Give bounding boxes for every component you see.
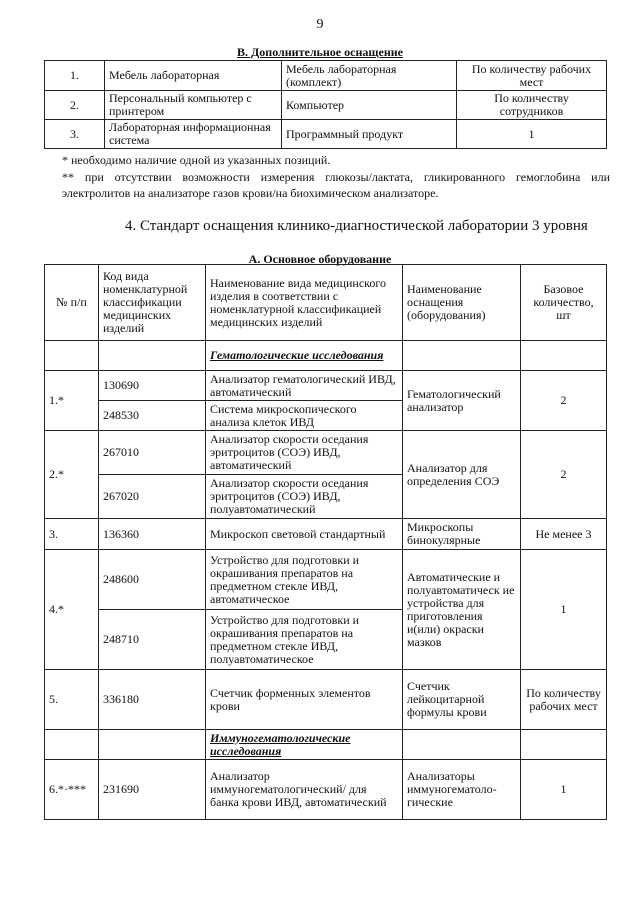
additional-equipment-table	[44, 60, 607, 149]
device-name-cell: Анализатор гематологический ИВД, автоматический	[206, 371, 403, 401]
table-row	[45, 760, 607, 820]
header-equipment: Наименование оснащения (оборудования)	[403, 265, 521, 341]
footnote-one-star: * необходимо наличие одной из указанных позиций.	[62, 153, 331, 167]
header-quantity: Базовое количество, шт	[521, 265, 607, 341]
code-cell: 336180	[99, 670, 206, 730]
group-row	[45, 730, 607, 760]
quantity: По количеству сотрудников	[457, 91, 607, 120]
code-cell: 267010	[99, 431, 206, 475]
header-number: № п/п	[45, 265, 99, 341]
header-device-name: Наименование вида медицинского изделия в соответствии с номенклатурной классификацией медицинских изделий	[206, 265, 403, 341]
equipment-cell: Микроскопы бинокулярные	[403, 519, 521, 550]
main-equipment-table	[44, 264, 607, 820]
row-number: 6.*·***	[45, 760, 99, 820]
row-number: 1.*	[45, 371, 99, 431]
group-title-hematology: Гематологические исследования	[206, 341, 403, 371]
device-name-cell: Счетчик форменных элементов крови	[206, 670, 403, 730]
empty-cell	[521, 730, 607, 760]
quantity-cell: 1	[521, 760, 607, 820]
quantity-cell: По количеству рабочих мест	[521, 670, 607, 730]
row-number: 3.	[45, 120, 105, 149]
device-name-cell: Устройство для подготовки и окрашивания препаратов на предметном стекле ИВД, автоматическое	[206, 550, 403, 610]
equipment-cell: Анализатор для определения СОЭ	[403, 431, 521, 519]
row-number: 1.	[45, 61, 105, 91]
equipment-cell: Счетчик лейкоцитарной формулы крови	[403, 670, 521, 730]
item-name: Мебель лабораторная	[105, 61, 282, 91]
quantity: По количеству рабочих мест	[457, 61, 607, 91]
table-row	[45, 431, 607, 475]
group-title-immunohematology: Иммуногематологические исследования	[206, 730, 403, 760]
item-name: Лабораторная информационная система	[105, 120, 282, 149]
empty-cell	[403, 341, 521, 371]
empty-cell	[403, 730, 521, 760]
code-cell: 267020	[99, 475, 206, 519]
table-row	[45, 61, 607, 91]
device-name-cell: Система микроскопического анализа клеток ИВД	[206, 401, 403, 431]
row-number: 2.*	[45, 431, 99, 519]
table-row	[45, 670, 607, 730]
equipment-name: Мебель лабораторная (комплект)	[282, 61, 457, 91]
equipment-name: Компьютер	[282, 91, 457, 120]
empty-cell	[521, 341, 607, 371]
quantity-cell: Не менее 3	[521, 519, 607, 550]
code-cell: 231690	[99, 760, 206, 820]
table-row	[45, 91, 607, 120]
group-row	[45, 341, 607, 371]
row-number: 4.*	[45, 550, 99, 670]
footnote-two-stars: ** при отсутствии возможности измерения глюкозы/лактата, гликированного гемоглобина или электролитов на анализаторе газов крови/на биохимическом анализаторе.	[62, 170, 610, 200]
section-b-title: В. Дополнительное оснащение	[237, 45, 403, 59]
table-row	[45, 120, 607, 149]
quantity-cell: 2	[521, 431, 607, 519]
section-a-title: А. Основное оборудование	[248, 252, 392, 266]
row-number: 2.	[45, 91, 105, 120]
code-cell: 130690	[99, 371, 206, 401]
equipment-cell: Анализаторы иммуногематоло-гические	[403, 760, 521, 820]
code-cell: 248530	[99, 401, 206, 431]
table-row	[45, 519, 607, 550]
item-name: Персональный компьютер с принтером	[105, 91, 282, 120]
table-row	[45, 371, 607, 401]
device-name-cell: Анализатор иммуногематологический/ для банка крови ИВД, автоматический	[206, 760, 403, 820]
code-cell: 248710	[99, 610, 206, 670]
device-name-cell: Микроскоп световой стандартный	[206, 519, 403, 550]
empty-cell	[45, 341, 99, 371]
quantity: 1	[457, 120, 607, 149]
row-number: 5.	[45, 670, 99, 730]
empty-cell	[99, 341, 206, 371]
quantity-cell: 2	[521, 371, 607, 431]
device-name-cell: Устройство для подготовки и окрашивания препаратов на предметном стекле ИВД, полуавтоматическое	[206, 610, 403, 670]
equipment-cell: Гематологический анализатор	[403, 371, 521, 431]
code-cell: 248600	[99, 550, 206, 610]
equipment-name: Программный продукт	[282, 120, 457, 149]
equipment-cell: Автоматические и полуавтоматическ ие устройства для приготовления и(или) окраски мазков	[403, 550, 521, 670]
header-code: Код вида номенклатурной классификации медицинских изделий	[99, 265, 206, 341]
section-heading: 4. Стандарт оснащения клинико-диагностической лаборатории 3 уровня	[125, 218, 588, 234]
quantity-cell: 1	[521, 550, 607, 670]
device-name-cell: Анализатор скорости оседания эритроцитов (СОЭ) ИВД, полуавтоматический	[206, 475, 403, 519]
device-name-cell: Анализатор скорости оседания эритроцитов (СОЭ) ИВД, автоматический	[206, 431, 403, 475]
code-cell: 136360	[99, 519, 206, 550]
table-row	[45, 550, 607, 610]
row-number: 3.	[45, 519, 99, 550]
empty-cell	[45, 730, 99, 760]
page-number: 9	[316, 17, 324, 32]
empty-cell	[99, 730, 206, 760]
header-row	[45, 265, 607, 341]
